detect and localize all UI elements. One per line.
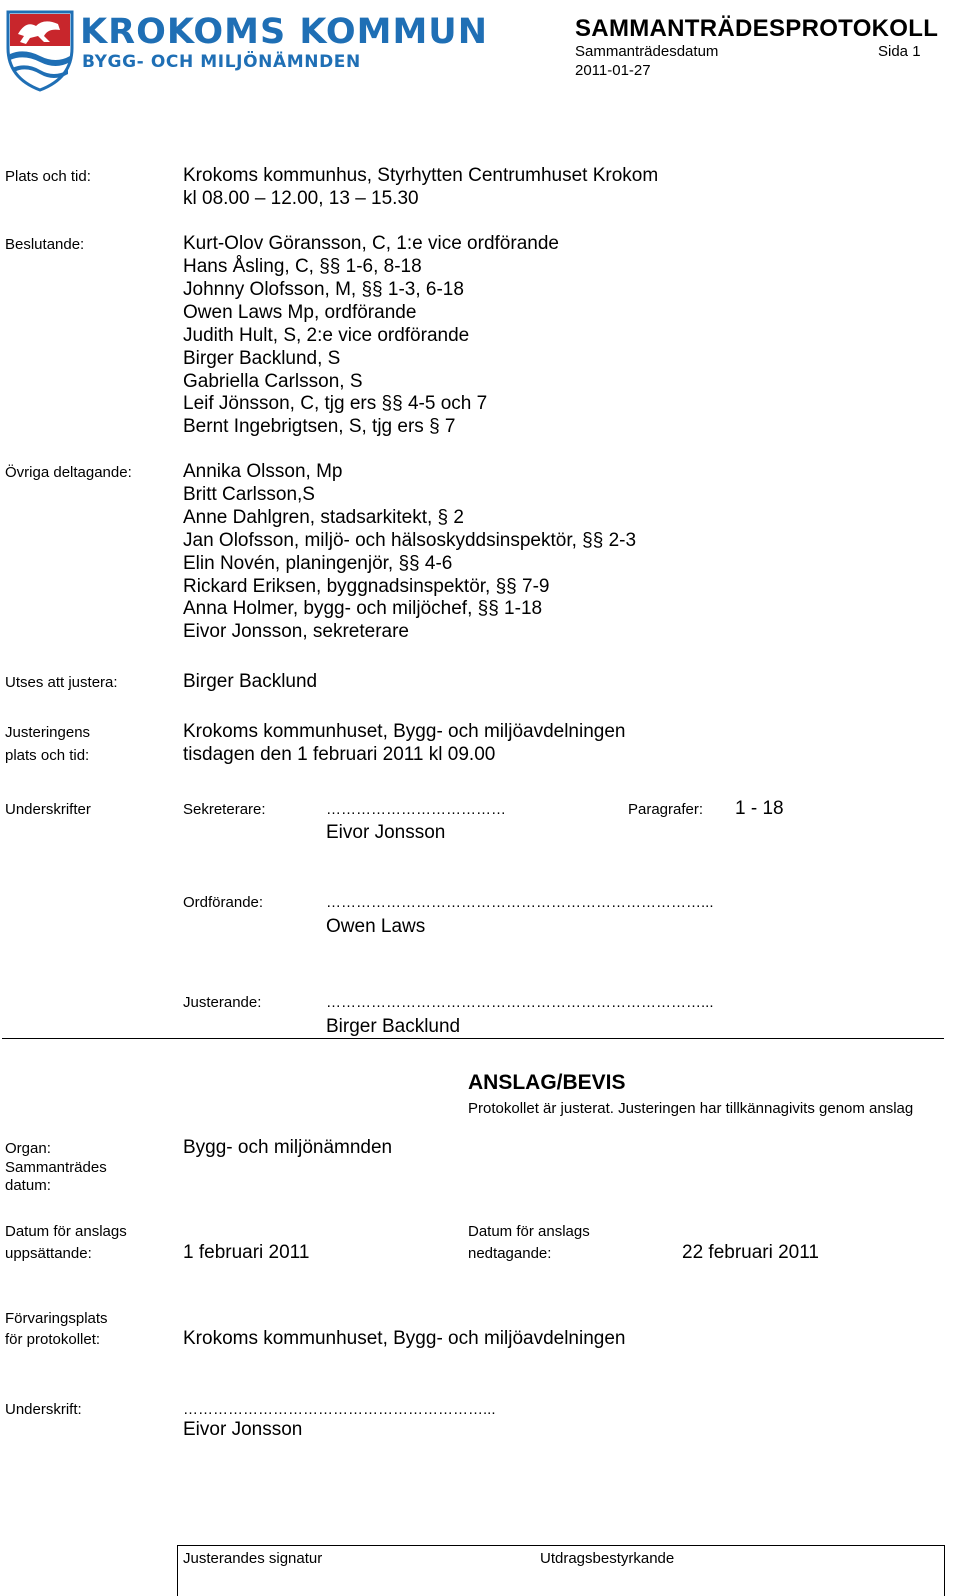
ovriga-line: Rickard Eriksen, byggnadsinspektör, §§ 7-9 xyxy=(183,576,550,597)
ordforande-label: Ordförande: xyxy=(183,894,264,911)
nedtagande-label: Datum för anslags xyxy=(468,1223,590,1240)
justeringens-time: tisdagen den 1 februari 2011 kl 09.00 xyxy=(183,744,496,765)
forvaringsplats-value: Krokoms kommunhuset, Bygg- och miljöavdelningen xyxy=(183,1328,626,1349)
document-title: SAMMANTRÄDESPROTOKOLL xyxy=(575,15,939,42)
ovriga-line: Anne Dahlgren, stadsarkitekt, § 2 xyxy=(183,507,464,528)
justerande-name: Birger Backlund xyxy=(326,1016,461,1037)
justeringens-label: Justeringens xyxy=(5,724,91,741)
beslutande-line: Birger Backlund, S xyxy=(183,348,341,369)
anslag-title: ANSLAG/BEVIS xyxy=(468,1071,626,1094)
ovriga-line: Eivor Jonsson, sekreterare xyxy=(183,621,409,642)
organ-label: Organ: xyxy=(5,1140,51,1157)
logo-subtitle: BYGG- OCH MILJÖNÄMNDEN xyxy=(82,52,361,72)
sammantrades-label: Sammanträdes xyxy=(5,1159,107,1176)
sekreterare-name: Eivor Jonsson xyxy=(326,822,446,843)
beslutande-line: Hans Åsling, C, §§ 1-6, 8-18 xyxy=(183,256,422,277)
beslutande-line: Judith Hult, S, 2:e vice ordförande xyxy=(183,325,470,346)
justeringens-label-2: plats och tid: xyxy=(5,747,90,764)
ovriga-line: Anna Holmer, bygg- och miljöchef, §§ 1-18 xyxy=(183,598,543,619)
beslutande-line: Johnny Olofsson, M, §§ 1-3, 6-18 xyxy=(183,279,464,300)
ovriga-line: Elin Novén, planingenjör, §§ 4-6 xyxy=(183,553,453,574)
beslutande-line: Owen Laws Mp, ordförande xyxy=(183,302,417,323)
logo xyxy=(4,8,489,96)
underskrift-label: Underskrift: xyxy=(5,1401,82,1418)
ovriga-line: Annika Olsson, Mp xyxy=(183,461,343,482)
paragrafer-label: Paragrafer: xyxy=(628,801,704,818)
forvaringsplats-label-2: för protokollet: xyxy=(5,1331,101,1348)
justerandes-signatur-label: Justerandes signatur xyxy=(183,1550,323,1567)
paragrafer-value: 1 - 18 xyxy=(735,798,784,819)
nedtagande-value: 22 februari 2011 xyxy=(682,1242,819,1263)
organ-value: Bygg- och miljönämnden xyxy=(183,1137,393,1158)
beslutande-label: Beslutande: xyxy=(5,236,85,253)
beslutande-line: Gabriella Carlsson, S xyxy=(183,371,363,392)
sekreterare-signature-line: ……………………………… xyxy=(326,801,506,818)
anslag-text: Protokollet är justerat. Justeringen har tillkännagivits genom anslag xyxy=(468,1100,914,1117)
forvaringsplats-label: Förvaringsplats xyxy=(5,1310,108,1327)
utses-label: Utses att justera: xyxy=(5,674,118,691)
logo-title: KROKOMS KOMMUN xyxy=(80,12,489,52)
underskrift-signature-line: ……………………………………………………... xyxy=(183,1401,496,1418)
uppsattande-value: 1 februari 2011 xyxy=(183,1242,310,1263)
plats-line: Krokoms kommunhus, Styrhytten Centrumhuset Krokom xyxy=(183,165,659,186)
meeting-date: 2011-01-27 xyxy=(575,62,651,79)
underskrifter-label: Underskrifter xyxy=(5,801,91,818)
utdragsbestyrkande-label: Utdragsbestyrkande xyxy=(540,1550,675,1567)
beslutande-line: Bernt Ingebrigtsen, S, tjg ers § 7 xyxy=(183,416,456,437)
page-number: Sida 1 xyxy=(878,43,921,60)
justerande-signature-line: …………………………………………………………………... xyxy=(326,994,714,1011)
ovriga-line: Jan Olofsson, miljö- och hälsoskyddsinspektör, §§ 2-3 xyxy=(183,530,637,551)
coat-of-arms-icon xyxy=(4,8,76,92)
nedtagande-label-2: nedtagande: xyxy=(468,1245,552,1262)
uppsattande-label: Datum för anslags xyxy=(5,1223,127,1240)
ovriga-label: Övriga deltagande: xyxy=(5,464,132,481)
justerande-label: Justerande: xyxy=(183,994,262,1011)
beslutande-line: Kurt-Olov Göransson, C, 1:e vice ordförande xyxy=(183,233,559,254)
plats-label: Plats och tid: xyxy=(5,168,91,185)
ordforande-signature-line: …………………………………………………………………... xyxy=(326,894,714,911)
section-divider xyxy=(2,1038,944,1039)
uppsattande-label-2: uppsättande: xyxy=(5,1245,92,1262)
sammantrades-label-2: datum: xyxy=(5,1177,51,1194)
ovriga-line: Britt Carlsson,S xyxy=(183,484,315,505)
utses-value: Birger Backlund xyxy=(183,671,318,692)
plats-line: kl 08.00 – 12.00, 13 – 15.30 xyxy=(183,188,419,209)
underskrift-name: Eivor Jonsson xyxy=(183,1419,303,1440)
justeringens-place: Krokoms kommunhuset, Bygg- och miljöavdelningen xyxy=(183,721,626,742)
beslutande-line: Leif Jönsson, C, tjg ers §§ 4-5 och 7 xyxy=(183,393,488,414)
ordforande-name: Owen Laws xyxy=(326,916,426,937)
meeting-date-label: Sammanträdesdatum xyxy=(575,43,719,60)
sekreterare-label: Sekreterare: xyxy=(183,801,266,818)
